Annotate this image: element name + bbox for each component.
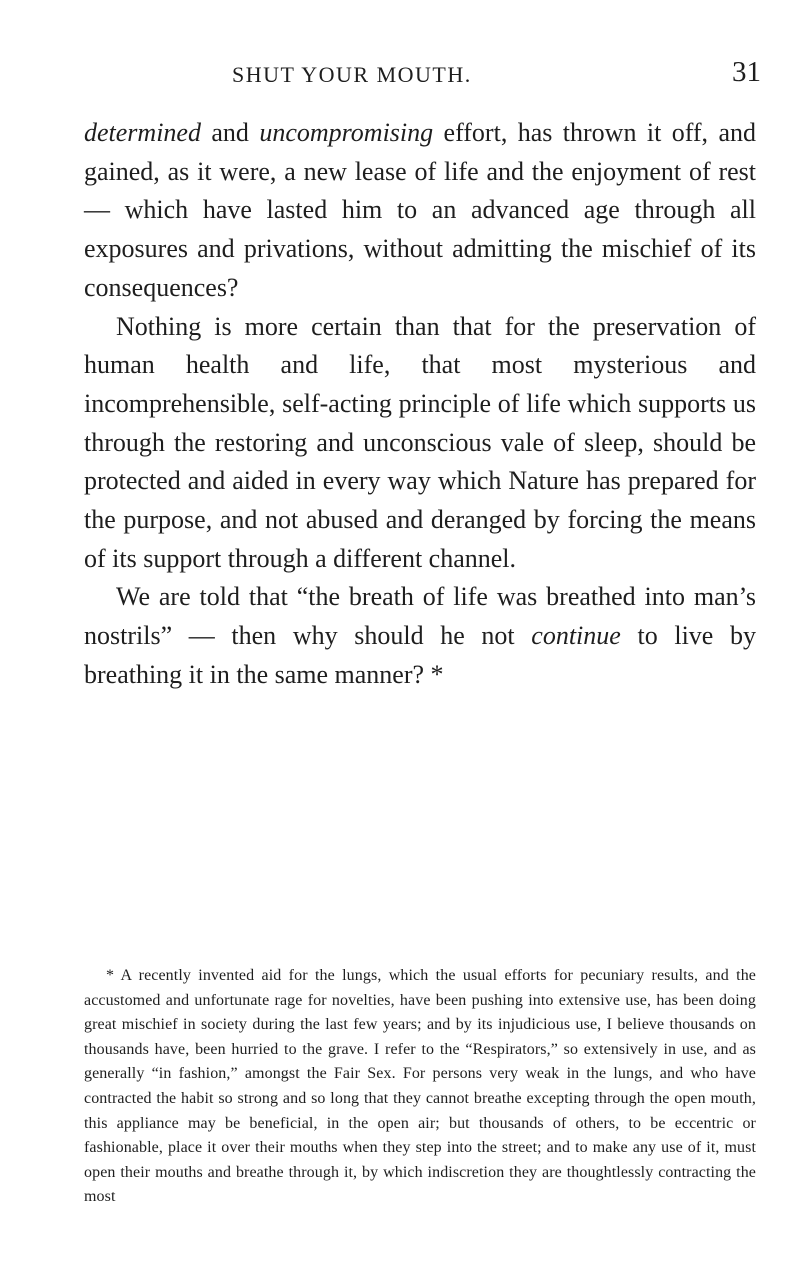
italic-word-continue: continue [531, 621, 621, 651]
paragraph-text: and [200, 118, 260, 147]
footnote-text: * A recently invented aid for the lungs, which the usual efforts for pecuniary results, and the accustomed and unfortunate rage for novelties, have been pushing into extensive use, has been doing great mischief in society during the last few years; and by its injudicious use, I believe thousands on thousands have, been hurried to the grave. I refer to the “Respirators,” so extensively in use, and as generally “in fashion,” amongst the Fair Sex. For persons very weak in the lungs, and who have contracted the habit so strong and so long that they cannot breathe excepting through the open mouth, this appliance may be beneficial, in the open air; but thousands of others, to be eccentric or fashionable, place it over their mouths when they step into the street; and to make any use of it, must open their mouths and breathe through it, by which indiscretion they are thoughtlessly contracting the most [84, 967, 756, 1206]
italic-word-determined: determined [84, 118, 201, 147]
paragraph-text: to live by breathing it in the same manner? * [84, 621, 756, 689]
italic-word-uncompromising: uncompromising [259, 118, 434, 147]
footnote [84, 964, 756, 1210]
paragraph-continuation [84, 114, 756, 308]
paragraph-text: We are told that “the breath of life was breathed into man’s nostrils” — then why should he not [84, 582, 756, 651]
running-head [0, 58, 800, 98]
page-number: 31 [732, 56, 761, 88]
paragraph-nothing-is-more-certain: Nothing is more certain than that for the preservation of human health and life, that most mysterious and incomprehensible, self-acting principle of life which supports us through the restoring and unconscious vale of sleep, should be protected and aided in every way which Nature has prepared for the purpose, and not abused and deranged by forcing the means of its support through a different channel. [84, 311, 756, 573]
running-title: SHUT YOUR MOUTH. [232, 62, 472, 87]
paragraph-breath-of-life [84, 578, 756, 694]
paragraph-text: effort, has thrown it off, and gained, as it were, a new lease of life and the enjoyment of rest — which have lasted him to an advanced age through all exposures and privations, without admitting the mischief of its consequences? [84, 118, 756, 302]
body-text [84, 114, 756, 695]
